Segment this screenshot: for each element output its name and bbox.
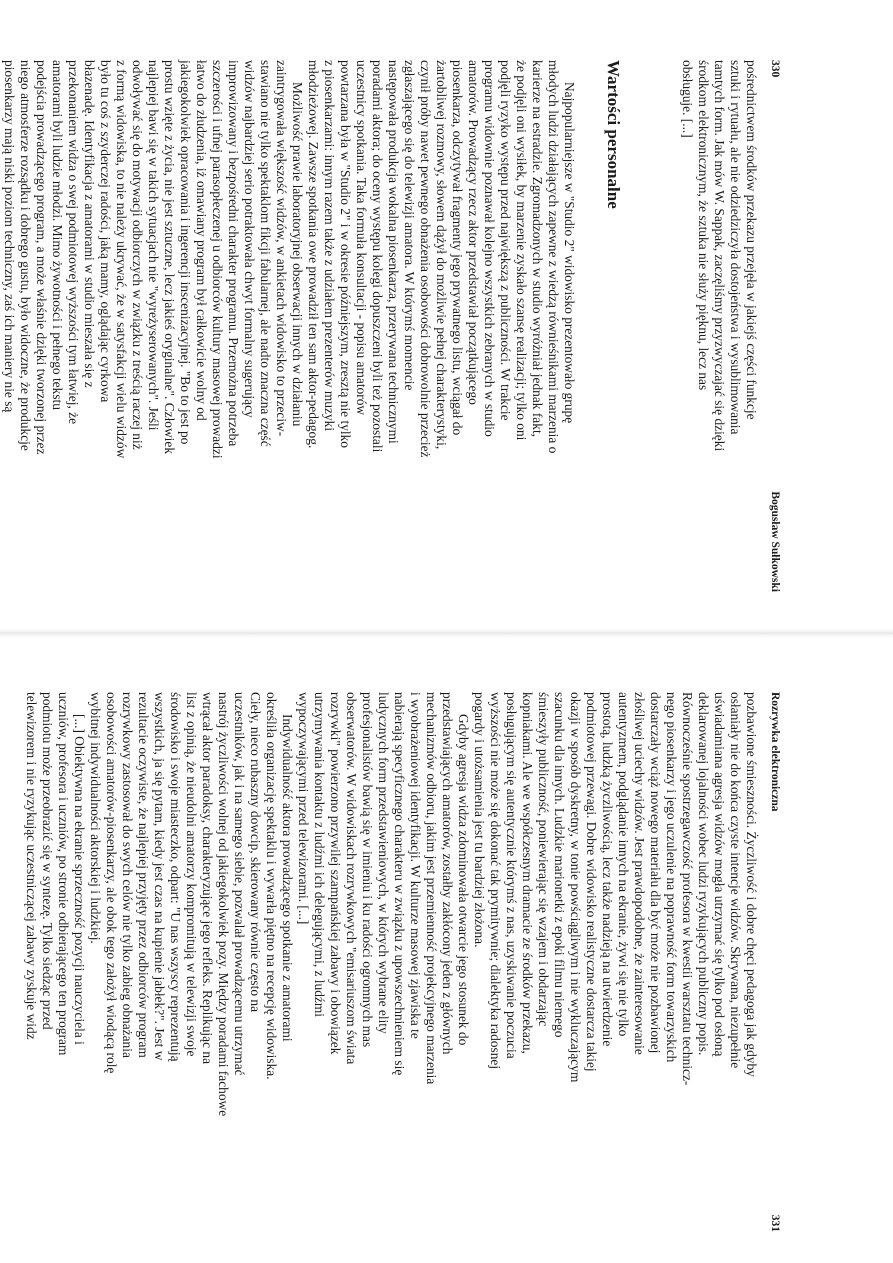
page-number: 331: [769, 1214, 781, 1232]
text-line: poradami aktora; do oceny występu kolegi dopuszczeni byli też pozostali: [370, 60, 385, 453]
text-line: Cieły, nieco rubaszny dowcip, skierowany równie często na: [248, 692, 263, 1013]
text-line: Równocześnie spostrzegawczość profesora w kwestii warsztatu technicz-: [680, 692, 695, 1086]
text-line: prostu wzięte z życia, nie jest sztuczne, lecz jakieś oryginalne". Człowiek: [162, 60, 177, 455]
text-line: następowała produkcja wokalna piosenkarza, przerywana technicznymi: [386, 60, 401, 444]
text-line: profesjonalistów bawią się w imieniu i ku radości ogromnych mas: [360, 692, 375, 1048]
running-head: Bogusław Sułkowski: [769, 491, 781, 592]
text-line: podmiotowej przewagi. Dobre widowisko realistyczne dostarcza takiej: [584, 692, 599, 1072]
text-line: posługującym się autentycznie którymś z nas, uzyskiwanie poczucia: [504, 692, 519, 1059]
text-line: nego piosenkarzy i jego uczulenie na poprawność form towarzyskich: [664, 692, 679, 1063]
text-line: odwoływać się do motywacji odbiorczych w związku z treścią raczej niż: [130, 60, 145, 450]
text-line: szacunku dla innych. Ludzkie marionetki z epoki filmu niemego: [552, 692, 567, 1038]
text-line: podjęli ryzyko występu przed największą z publiczności. W trakcie: [498, 60, 513, 421]
text-line: widzów najbardziej serio potraktowała chwyt formalny sugerujący: [242, 60, 257, 418]
text-line: przekonaniem widza o swej podmiotowej wyższości tym łatwiej, że: [66, 60, 81, 425]
text-line: mechanizmów odbioru, jakim jest przemienność projekcyjnego marzenia: [424, 692, 439, 1085]
text-line: piosenkarzy mają niski poziom techniczny, zaś ich maniery nie są: [2, 60, 17, 413]
text-line: improwizowany i bezpośredni charakter programu. Przemożna potrzeba: [226, 60, 241, 447]
text-line: kopniakami. Ale we współczesnym dramacie ze środków przekazu,: [520, 692, 535, 1054]
text-line: pośrednictwem środków przekazu przejęła w jakiejś części funkcje: [744, 60, 759, 420]
text-line: Najpopularniejsze w "Studio 2" widowisko prezentowało grupę: [562, 82, 577, 424]
text-line: ludycznych form przedstawieniowych, w których wybrane elity: [376, 692, 391, 1034]
text-line: najlepiej bawi się w takich sytuacjach nie "wyreżyserowanych". Jeśli: [146, 60, 161, 431]
text-line: Możliwość prawie laboratoryjnej obserwacji innych w działaniu: [290, 82, 305, 427]
text-line: uczniów, profesora i uczniów, po stronie odbierającego ten program: [56, 692, 71, 1056]
text-line: wybitnej indywidualności aktorskiej i ludzkiej.: [88, 692, 103, 944]
text-line: wszystkich, ja się pytam, kiedy jest czas na kupienie jabłek?". Jest w: [152, 692, 167, 1061]
text-line: amatorami byli ludzie młodzi. Mimo żywotności i pełnego tekstu: [50, 60, 65, 410]
text-line: niego atmosferze rozsądku i dobrego gustu, było widoczne, że produkcje: [18, 60, 33, 451]
text-line: zaintrygowała większość widzów, w ankietach widowisko to przeciw-: [274, 60, 289, 437]
text-line: młodzieżowej. Zawsze spotkania owe prowadził ten sam aktor-pedagog.: [306, 60, 321, 449]
text-line: deklarowanej lojalności wobec ludzi ryzykujących publiczny popis.: [696, 692, 711, 1056]
text-line: zgłaszającego się do telewizji amatora. W którymś momencie: [402, 60, 417, 391]
text-line: żartobliwej rozmowy, słowem dążył do możliwie pełnej charakterystyki,: [434, 60, 449, 450]
right-page: [0, 640, 893, 1263]
text-line: uświadamiana agresja widzów mogła utrzymać się tylko pod osłoną: [712, 692, 727, 1057]
text-line: podejścia prowadzącego program, a może właśnie dzięki tworzonej przez: [34, 60, 49, 455]
text-line: rozrywki" powierzono przywilej szampańskiej zabawy i obowiązek: [328, 692, 343, 1055]
text-line: sztuki i rytuału, ale nie odziedziczyła dostojeństwa i wysublimowania: [728, 60, 743, 435]
text-line: Gdyby agresja widza zdominowała otwarcie jego stosunek do: [456, 714, 471, 1046]
text-line: jakiegokolwiek opracowania i ingerencji inscenizacyjnej. "Bo to jest po: [178, 60, 193, 445]
text-line: Indywidualność aktora prowadzącego spotkanie z amatorami: [280, 714, 295, 1042]
text-line: prostotą, ludzką życzliwością, lecz także nadzieją na utwierdzenie: [600, 692, 615, 1047]
text-line: karierze na estradzie. Zgromadzonych w studio wyróżniał jednak fakt,: [530, 60, 545, 438]
text-line: przedstawiających amatorów, zostałby zakłócony jeden z głównych: [440, 692, 455, 1055]
text-line: autentyzmem, podglądanie innych na ekranie, żywi się nie tylko: [616, 692, 631, 1037]
text-line: śmieszyły publiczność, poniewierając się wzajem i obdarzając: [536, 692, 551, 1027]
text-line: młodych ludzi działających zapewne z wiedzą równieśnikami marzenia o: [546, 60, 561, 454]
section-title: Wartości personalne: [604, 60, 623, 209]
text-line: uczestnicy spotkania. Taka formuła konsultacji - popisu amatorów: [354, 60, 369, 416]
text-line: nastrój życzliwości wolnej od jakiegokolwiek pozy. Między poradami fachowe: [216, 692, 231, 1117]
page-number: 330: [769, 60, 781, 78]
book-gutter: [0, 628, 893, 638]
text-line: szczerości i ufnej parasopłeczenej u odbiorców kultury masowej prowadzi: [210, 60, 225, 459]
text-line: rezultacie oczywiste, że najlepiej przyjęty przez odbiorców program: [136, 692, 151, 1058]
text-line: czynił próby nawet pewnego obnażenia osobowości dobrowolnie przecież: [418, 60, 433, 458]
text-line: podmiotu może przeobrazić się w syntezę. Tylko siedząc przed: [40, 692, 55, 1030]
text-line: z formą widowiska, to nie należy ukrywać, że w satysfakcji wielu widzów: [114, 60, 129, 459]
text-line: złośliwej uciechy widzów. Jest prawdopodobne, że zainteresowanie: [632, 692, 647, 1055]
text-line: okazji w sposób dyskretny, w tonie powściągliwym i nie wykluczającym: [568, 692, 583, 1083]
running-head: Rozrywka elektroniczna: [769, 692, 781, 812]
text-line: błazenadę. Identyfikacja z amatorami w studio mieszała się z: [82, 60, 97, 388]
text-line: [...] Obiektywna na ekranie sprzeczność pozycji nauczyciela i: [72, 714, 87, 1045]
text-line: amatorów. Prowadzący rzecz aktor przedstawiał początkującego: [466, 60, 481, 405]
text-line: tamtych form. Jak mów W. Sappak, zaczęliśmy przyzwyczajać się dzięki: [712, 60, 727, 452]
text-line: programu widownie poznawał kolejno wszystkich zebranych w studio: [482, 60, 497, 437]
text-line: pogardy i utożsamienia jest tu bardziej złożona.: [472, 692, 487, 948]
body-text: [1, 60, 577, 592]
text-line: stawiano nie tylko spektaklom fikcji fabularnej, ale nadto znaczna część: [258, 60, 273, 447]
text-line: obsługuje. [...]: [680, 60, 695, 138]
right-page-header: [769, 692, 781, 1232]
text-line: że podjęli oni wysiłek, by marzenie zyskało szansę realizacji; tylko oni: [514, 60, 529, 441]
text-line: powtarzana była w "Studio 2" i w okresie późniejszym, zresztą nie tylko: [338, 60, 353, 448]
text-line: pozbawione śmieszności. Życzliwość i dobre chęci pedagoga jak gdyby: [744, 692, 759, 1077]
left-page-header: [769, 60, 781, 592]
text-line: rozrywkowy zastosował do swych celów nie tylko zabieg obnażania: [120, 692, 135, 1058]
text-line: środowisko i swoje miasteczko, odpart: "U nas wszyscy reprezentują: [168, 692, 183, 1062]
text-line: nabierają specyficznego charakteru w związku z upowszechnieniem się: [392, 692, 407, 1076]
text-line: obserwatorów. W widowiskach rozrywkowych "emisariuszom świata: [344, 692, 359, 1065]
text-line: uczestników, jak i na samego siebie, pozwalał prowadzącemu utrzymać: [232, 692, 247, 1076]
text-line: utrzymywania kontaktu z ludźmi ich delegującymi, z ludźmi: [312, 692, 327, 1017]
text-line: wtrącał aktor paradoksy, charakteryzujące jego refleks. Replikując na: [200, 692, 215, 1065]
text-line: wyższości nie może się dokonać tak prymitywnie; dialektyka radosnej: [488, 692, 503, 1070]
text-line: osobowości amatorów-piosenkarzy, ale obok tego założył wiodącą rolę: [104, 692, 119, 1074]
text-line: z piosenkarzami: innym razem także z udziałem prezenterów muzyki: [322, 60, 337, 432]
text-line: i wyobrażeniowej identyfikacji. W kulturze masowej zjawiska te: [408, 692, 423, 1039]
text-line: środkom elektronicznym, że sztuka nie służy pięknu, lecz nas: [696, 60, 711, 391]
text-line: było tu coś z szyderczej radości, jaką mamy, oglądając cyrkowa: [98, 60, 113, 403]
text-line: łatwo do złudzenia, iż omawiany program był całkowicie wolny od: [194, 60, 209, 421]
text-line: wypoczywającymi przed telewizorami. [...]: [296, 692, 311, 925]
text-line: określiła organizację spektaklu i wywarła piętno na recepcję widowiska.: [264, 692, 279, 1080]
text-line: dostarczały wciąż nowego materiału dla być może nie pozbawionej: [648, 692, 663, 1054]
body-text: [23, 692, 759, 1232]
text-line: list z opinią, że nieudolni amatorzy kompromitują w telewizji swoje: [184, 692, 199, 1057]
intro-text: [679, 60, 759, 592]
text-line: telewizorem i nie ryzykując uczestniczącej zabawy zyskuje widz: [24, 692, 39, 1040]
text-line: piosenkarza, odczytywał fragmenty jego prywatnego listu, wciągał do: [450, 60, 465, 436]
text-line: osłaniały nie do końca czyste intencje widzów. Skrywana, niezupełnie: [728, 692, 743, 1069]
